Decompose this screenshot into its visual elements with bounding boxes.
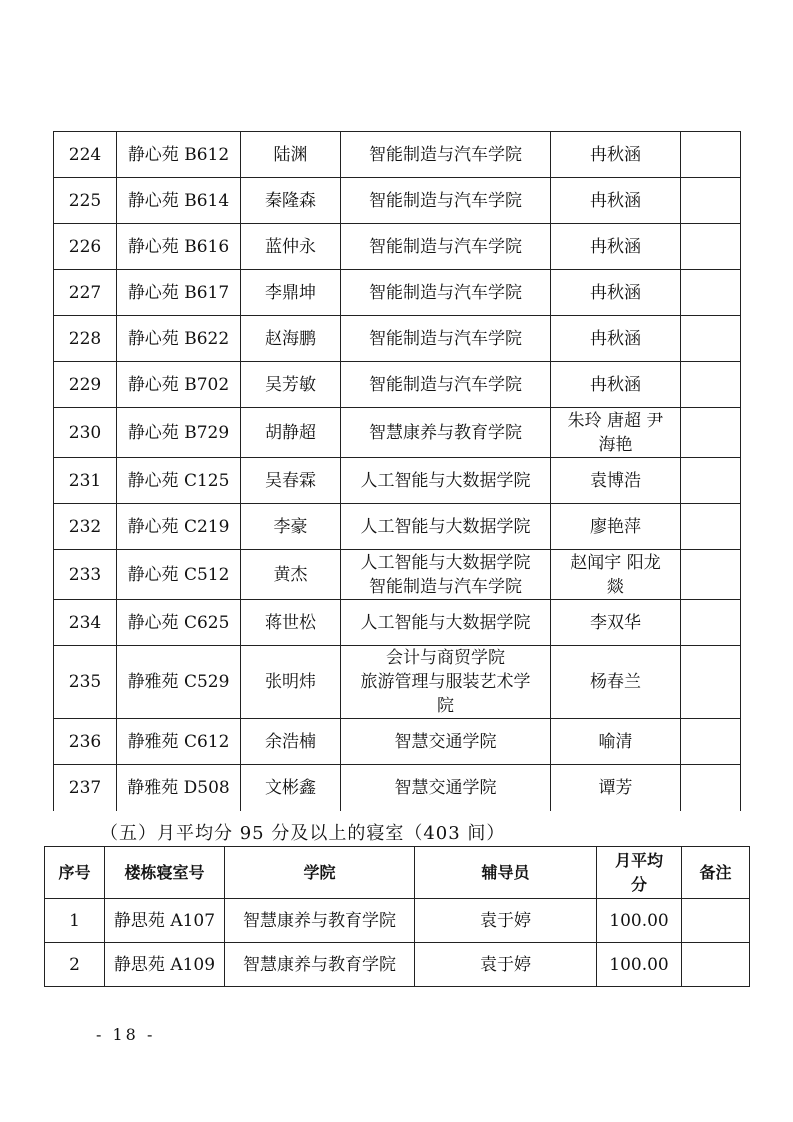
cell-dorm: 静心苑 C125: [117, 458, 241, 504]
cell-college: [341, 270, 551, 316]
cell-note: [681, 132, 741, 178]
dorm-table-continued: [53, 131, 741, 811]
cell-counselor: [551, 178, 681, 224]
cell-note: [681, 600, 741, 646]
college-line: 人工智能与大数据学院: [360, 470, 531, 491]
cell-name: 胡静超: [241, 408, 341, 458]
cell-college: [341, 132, 551, 178]
cell-counselor: [551, 270, 681, 316]
cell-name: 张明炜: [241, 646, 341, 719]
cell-name: 蒋世松: [241, 600, 341, 646]
cell-counselor: [551, 316, 681, 362]
table-row: [54, 646, 741, 719]
cell-name: 蓝仲永: [241, 224, 341, 270]
cell-dorm: 静思苑 A109: [105, 943, 225, 987]
cell-name: 黄杰: [241, 550, 341, 600]
cell-counselor: [551, 600, 681, 646]
cell-no: 230: [54, 408, 117, 458]
cell-college: [341, 504, 551, 550]
cell-college: 智慧康养与教育学院: [225, 899, 415, 943]
college-line: 智能制造与汽车学院: [369, 374, 522, 395]
cell-college: [341, 408, 551, 458]
cell-note: [681, 316, 741, 362]
table-row: [54, 316, 741, 362]
college-line: 院: [437, 696, 454, 716]
counselor-line: 李双华: [590, 612, 641, 633]
cell-counselor: [551, 362, 681, 408]
cell-no: 225: [54, 178, 117, 224]
cell-dorm: 静思苑 A107: [105, 899, 225, 943]
section-heading: （五）月平均分 95 分及以上的寝室（403 间）: [100, 823, 506, 844]
cell-counselor: [551, 224, 681, 270]
cell-college: [341, 765, 551, 811]
cell-note: [681, 719, 741, 765]
counselor-line: 海艳: [598, 434, 633, 455]
cell-college: [341, 646, 551, 719]
college-line: 智能制造与汽车学院: [369, 576, 522, 597]
high-score-dorm-table: [44, 846, 750, 987]
college-line: 智慧康养与教育学院: [369, 422, 522, 443]
table-row: [54, 408, 741, 458]
cell-no: 237: [54, 765, 117, 811]
cell-name: 吴芳敏: [241, 362, 341, 408]
cell-dorm: 静心苑 B612: [117, 132, 241, 178]
header-counselor: 辅导员: [415, 847, 597, 899]
table-row: [54, 458, 741, 504]
cell-no: 1: [45, 899, 105, 943]
cell-counselor: [551, 719, 681, 765]
cell-note: [681, 458, 741, 504]
cell-name: 余浩楠: [241, 719, 341, 765]
cell-college: [341, 550, 551, 600]
cell-note: [681, 550, 741, 600]
counselor-line: 朱玲 唐超 尹: [567, 410, 664, 431]
cell-no: 227: [54, 270, 117, 316]
cell-note: [681, 504, 741, 550]
college-line: 智能制造与汽车学院: [369, 328, 522, 349]
cell-dorm: 静心苑 B616: [117, 224, 241, 270]
cell-counselor: 袁于婷: [415, 943, 597, 987]
cell-dorm: 静心苑 C512: [117, 550, 241, 600]
college-line: 人工智能与大数据学院: [360, 552, 531, 573]
table-row: [45, 899, 750, 943]
header-note: 备注: [682, 847, 750, 899]
cell-score: 100.00: [597, 899, 682, 943]
cell-college: [341, 178, 551, 224]
cell-dorm: 静心苑 B729: [117, 408, 241, 458]
college-line: 智慧交通学院: [394, 777, 497, 798]
cell-score: 100.00: [597, 943, 682, 987]
cell-note: [681, 408, 741, 458]
cell-name: 秦隆森: [241, 178, 341, 224]
cell-college: [341, 600, 551, 646]
cell-dorm: 静心苑 C625: [117, 600, 241, 646]
cell-no: 226: [54, 224, 117, 270]
college-line: 旅游管理与服装艺术学: [360, 672, 531, 692]
cell-no: 233: [54, 550, 117, 600]
header-score-line: 分: [630, 874, 647, 894]
table-row: [54, 132, 741, 178]
counselor-line: 赵闻宇 阳龙: [570, 552, 661, 573]
header-score: [597, 847, 682, 899]
cell-name: 李豪: [241, 504, 341, 550]
table-row: [54, 362, 741, 408]
counselor-line: 冉秋涵: [590, 282, 641, 303]
table-row: [54, 504, 741, 550]
counselor-line: 冉秋涵: [590, 236, 641, 257]
cell-note: [681, 362, 741, 408]
cell-note: [681, 646, 741, 719]
page-number: - 18 -: [96, 1025, 156, 1044]
cell-college: [341, 719, 551, 765]
cell-name: 陆渊: [241, 132, 341, 178]
college-line: 人工智能与大数据学院: [360, 612, 531, 633]
cell-dorm: 静心苑 B622: [117, 316, 241, 362]
cell-counselor: [551, 132, 681, 178]
cell-counselor: [551, 646, 681, 719]
cell-counselor: 袁于婷: [415, 899, 597, 943]
cell-name: 文彬鑫: [241, 765, 341, 811]
cell-no: 228: [54, 316, 117, 362]
table-row: [54, 224, 741, 270]
counselor-line: 冉秋涵: [590, 374, 641, 395]
table-row: [54, 178, 741, 224]
college-line: 智能制造与汽车学院: [369, 236, 522, 257]
cell-note: [682, 943, 750, 987]
cell-no: 2: [45, 943, 105, 987]
counselor-line: 冉秋涵: [590, 144, 641, 165]
cell-college: 智慧康养与教育学院: [225, 943, 415, 987]
cell-no: 235: [54, 646, 117, 719]
cell-dorm: 静心苑 B617: [117, 270, 241, 316]
college-line: 智慧交通学院: [394, 731, 497, 752]
cell-note: [681, 270, 741, 316]
table-row: [54, 550, 741, 600]
cell-dorm: 静心苑 C219: [117, 504, 241, 550]
cell-name: 赵海鹏: [241, 316, 341, 362]
counselor-line: 冉秋涵: [590, 190, 641, 211]
college-line: 智能制造与汽车学院: [369, 282, 522, 303]
cell-no: 224: [54, 132, 117, 178]
header-dorm: 楼栋寝室号: [105, 847, 225, 899]
cell-no: 229: [54, 362, 117, 408]
table-header-row: [45, 847, 750, 899]
cell-dorm: 静雅苑 D508: [117, 765, 241, 811]
cell-no: 231: [54, 458, 117, 504]
header-score-line: 月平均: [614, 850, 663, 870]
cell-no: 236: [54, 719, 117, 765]
counselor-line: 喻清: [598, 731, 633, 752]
cell-college: [341, 316, 551, 362]
cell-counselor: [551, 765, 681, 811]
counselor-line: 杨春兰: [590, 672, 641, 692]
table-row: [45, 943, 750, 987]
cell-note: [682, 899, 750, 943]
cell-name: 吴春霖: [241, 458, 341, 504]
cell-counselor: [551, 504, 681, 550]
cell-college: [341, 362, 551, 408]
college-line: 会计与商贸学院: [386, 648, 505, 668]
table-row: [54, 600, 741, 646]
cell-dorm: 静雅苑 C529: [117, 646, 241, 719]
header-college: 学院: [225, 847, 415, 899]
college-line: 智能制造与汽车学院: [369, 144, 522, 165]
counselor-line: 燚: [607, 576, 624, 597]
cell-dorm: 静心苑 B614: [117, 178, 241, 224]
cell-note: [681, 765, 741, 811]
cell-counselor: [551, 550, 681, 600]
college-line: 人工智能与大数据学院: [360, 516, 531, 537]
header-no: 序号: [45, 847, 105, 899]
counselor-line: 冉秋涵: [590, 328, 641, 349]
cell-counselor: [551, 408, 681, 458]
table-row: [54, 765, 741, 811]
cell-college: [341, 224, 551, 270]
cell-no: 232: [54, 504, 117, 550]
counselor-line: 谭芳: [598, 777, 633, 798]
counselor-line: 袁博浩: [590, 470, 641, 491]
cell-name: 李鼎坤: [241, 270, 341, 316]
cell-note: [681, 224, 741, 270]
college-line: 智能制造与汽车学院: [369, 190, 522, 211]
table-row: [54, 270, 741, 316]
table-row: [54, 719, 741, 765]
cell-counselor: [551, 458, 681, 504]
counselor-line: 廖艳萍: [590, 516, 641, 537]
cell-note: [681, 178, 741, 224]
cell-dorm: 静心苑 B702: [117, 362, 241, 408]
cell-no: 234: [54, 600, 117, 646]
cell-college: [341, 458, 551, 504]
cell-dorm: 静雅苑 C612: [117, 719, 241, 765]
